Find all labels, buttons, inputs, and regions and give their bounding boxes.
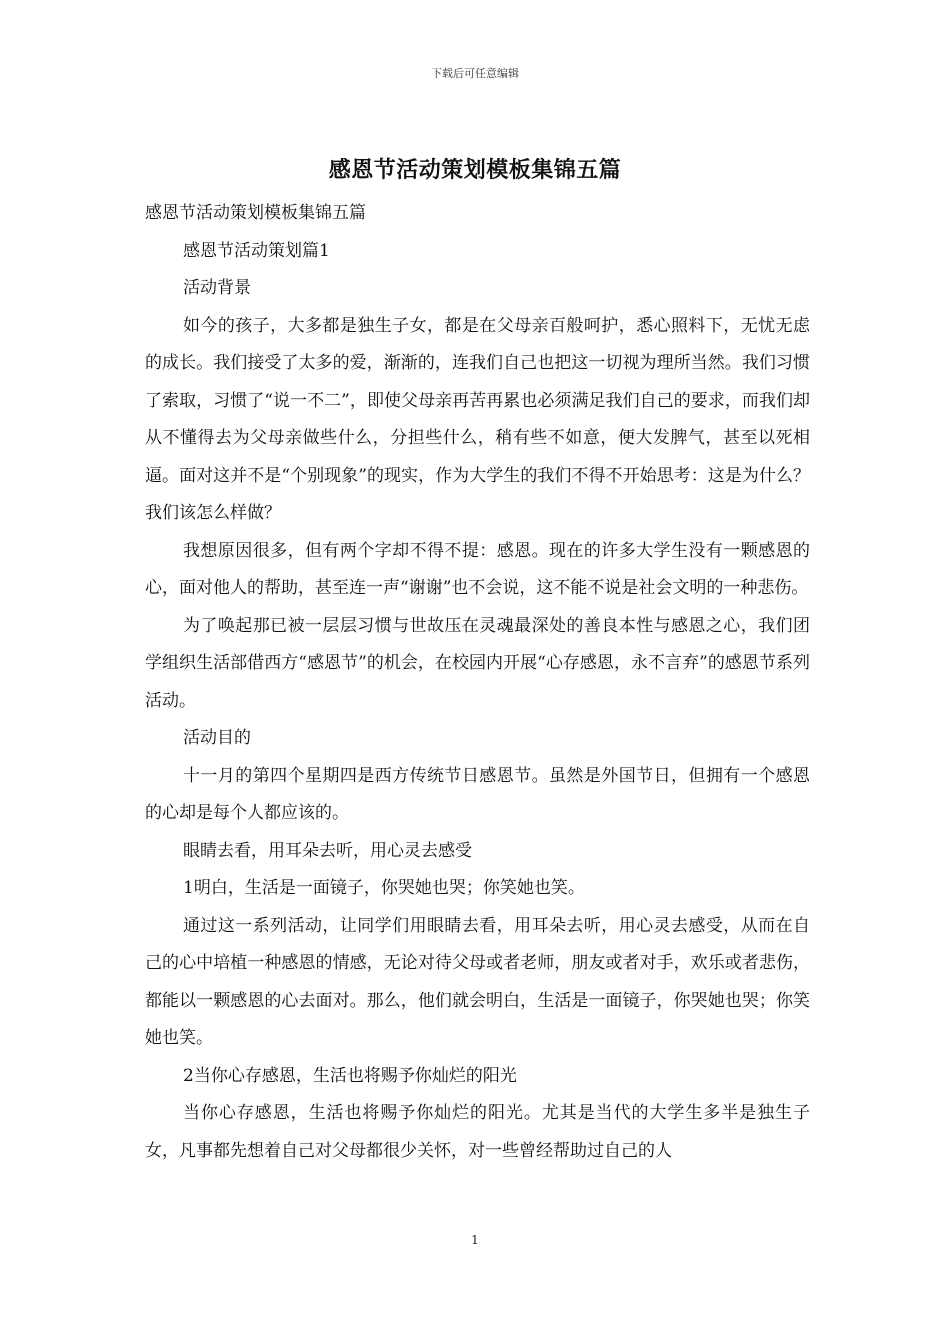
header-note: 下载后可任意编辑 bbox=[431, 67, 519, 80]
paragraph-reason-text: 我想原因很多，但有两个字却不得不提：感恩。现在的许多大学生没有一颗感恩的心，面对他人的帮助，甚至连一声“谢谢”也不会说，这不能不说是社会文明的一种悲伤。 bbox=[145, 540, 810, 598]
paragraph-subtitle: 感恩节活动策划模板集锦五篇 bbox=[145, 203, 366, 223]
paragraph-purpose-text: 十一月的第四个星期四是西方传统节日感恩节。虽然是外国节日，但拥有一个感恩的心却是每个人都应该的。 bbox=[145, 765, 810, 823]
paragraph-point-2-text: 当你心存感恩，生活也将赐予你灿烂的阳光。尤其是当代的大学生多半是独生子女，凡事都先想着自己对父母都很少关怀，对一些曾经帮助过自己的人 bbox=[145, 1103, 810, 1161]
paragraph-point-1: 1明白，生活是一面镜子，你哭她也哭；你笑她也笑。 bbox=[183, 878, 585, 898]
paragraph-background-text: 如今的孩子，大多都是独生子女，都是在父母亲百般呵护，悉心照料下，无忧无虑的成长。我们接受了太多的爱，渐渐的，连我们自己也把这一切视为理所当然。我们习惯了索取，习惯了“说一不二”，即使父母亲再苦再累也必须满足我们自己的要求，而我们却从不懂得去为父母亲做些什么，分担些什么，稍有些不如意，便大发脾气，甚至以死相逼。面对这并不是“个别现象”的现实，作为大学生的我们不得不开始思考：这是为什么？我们该怎么样做？ bbox=[145, 315, 810, 523]
page-number: 1 bbox=[471, 1233, 479, 1247]
paragraph-slogan: 眼睛去看，用耳朵去听，用心灵去感受 bbox=[183, 840, 472, 861]
paragraph-initiative-text: 为了唤起那已被一层层习惯与世故压在灵魂最深处的善良本性与感恩之心，我们团学组织生活部借西方“感恩节”的机会，在校园内开展“心存感恩，永不言弃”的感恩节系列活动。 bbox=[145, 615, 810, 711]
paragraph-heading-background: 活动背景 bbox=[183, 278, 251, 298]
document-title: 感恩节活动策划模板集锦五篇 bbox=[328, 157, 622, 183]
paragraph-point-1-text: 通过这一系列活动，让同学们用眼睛去看，用耳朵去听，用心灵去感受，从而在自己的心中培植一种感恩的情感，无论对待父母或者老师，朋友或者对手，欢乐或者悲伤，都能以一颗感恩的心去面对。那么，他们就会明白，生活是一面镜子，你哭她也哭；你笑她也笑。 bbox=[145, 915, 810, 1048]
paragraph-point-2: 2当你心存感恩，生活也将赐予你灿烂的阳光 bbox=[183, 1065, 517, 1086]
paragraph-section-heading: 感恩节活动策划篇1 bbox=[183, 240, 330, 261]
document-body bbox=[145, 195, 810, 1170]
paragraph-heading-purpose: 活动目的 bbox=[183, 728, 251, 748]
